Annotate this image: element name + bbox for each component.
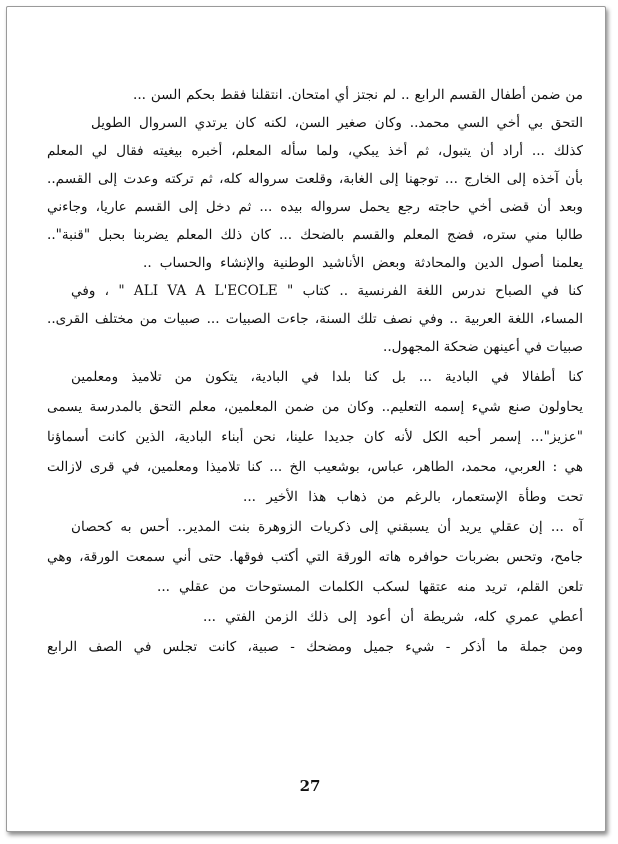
text-line: طالبا مني ستره، فضج المعلم والقسم بالضحك ... كان ذلك المعلم يضربنا بحبل "قنبة"..: [47, 227, 583, 243]
text-line: صبيات في أعينهن ضحكة المجهول..: [383, 339, 583, 355]
text-line: كذلك ... أراد أن يتبول، ثم أخذ يبكي، ولما سأله المعلم، أخبره بيغيته فقال لي المعلم: [47, 143, 583, 159]
text-line: هي : العربي، محمد، الطاهر، عباس، بوشعيب الخ ... كنا تلاميذا ومعلمين، في قرى لازالت: [47, 459, 583, 475]
text-line: آه ... إن عقلي يريد أن يسبقني إلى ذكريات الزوهرة بنت المدير.. أحس به كحصان: [71, 519, 583, 535]
text-line: يحاولون صنع شيء إسمه التعليم.. وكان من ضمن المعلمين، معلم التحق بالمدرسة يسمى: [47, 399, 583, 415]
text-line: بأن آخذه إلى الخارج ... توجهنا إلى الغابة، وقلعت سرواله كله، ثم تركته وعدت إلى القسم..: [47, 171, 583, 187]
text-line: تحت وطأة الإستعمار، بالرغم من ذهاب هذا الأخير ...: [243, 489, 583, 505]
text-line: جامح، وتحس بضربات حوافره هاته الورقة التي أكتب فوقها. حتى أني سمعت الورقة، وهي: [47, 549, 583, 565]
text-line: كنا في الصباح ندرس اللغة الفرنسية .. كتاب " ALI VA A L'ECOLE " ، وفي: [71, 283, 583, 299]
text-line: يعلمنا أصول الدين والمحادثة وبعض الأناشيد الوطنية والإنشاء والحساب ..: [143, 255, 583, 271]
text-line: "عزيز"... إسمر أحبه الكل لأنه كان جديدا علينا، نحن أبناء البادية، الذين كانت أسماؤنا: [47, 429, 583, 445]
text-line: كنا أطفالا في البادية ... بل كنا بلدا في البادية، يتكون من تلاميذ ومعلمين: [71, 369, 583, 385]
page-number: 27: [299, 777, 321, 795]
text-line: ومن جملة ما أذكر - شيء جميل ومضحك - صبية، كانت تجلس في الصف الرابع: [47, 639, 583, 655]
text-line: المساء، اللغة العربية .. وفي نصف تلك السنة، جاءت الصبيات ... صبيات من مختلف القرى..: [47, 311, 583, 327]
text-line: وبعد أن قضى أخي حاجته رجع يحمل سرواله بيده ... ثم دخل إلى القسم عاريا، وجاءني: [47, 199, 583, 215]
text-line: تلعن القلم، تريد منه عتقها لسكب الكلمات المستوحات من عقلي ...: [157, 579, 583, 595]
text-line: من ضمن أطفال القسم الرابع .. لم نجتز أي امتحان. انتقلنا فقط بحكم السن ...: [133, 87, 583, 103]
text-line: التحق بي أخي السي محمد.. وكان صغير السن، لكنه كان يرتدي السروال الطويل: [91, 115, 583, 131]
text-line: أعطي عمري كله، شريطة أن أعود إلى ذلك الزمن الفتي ...: [203, 609, 583, 625]
document-page: [6, 6, 606, 832]
